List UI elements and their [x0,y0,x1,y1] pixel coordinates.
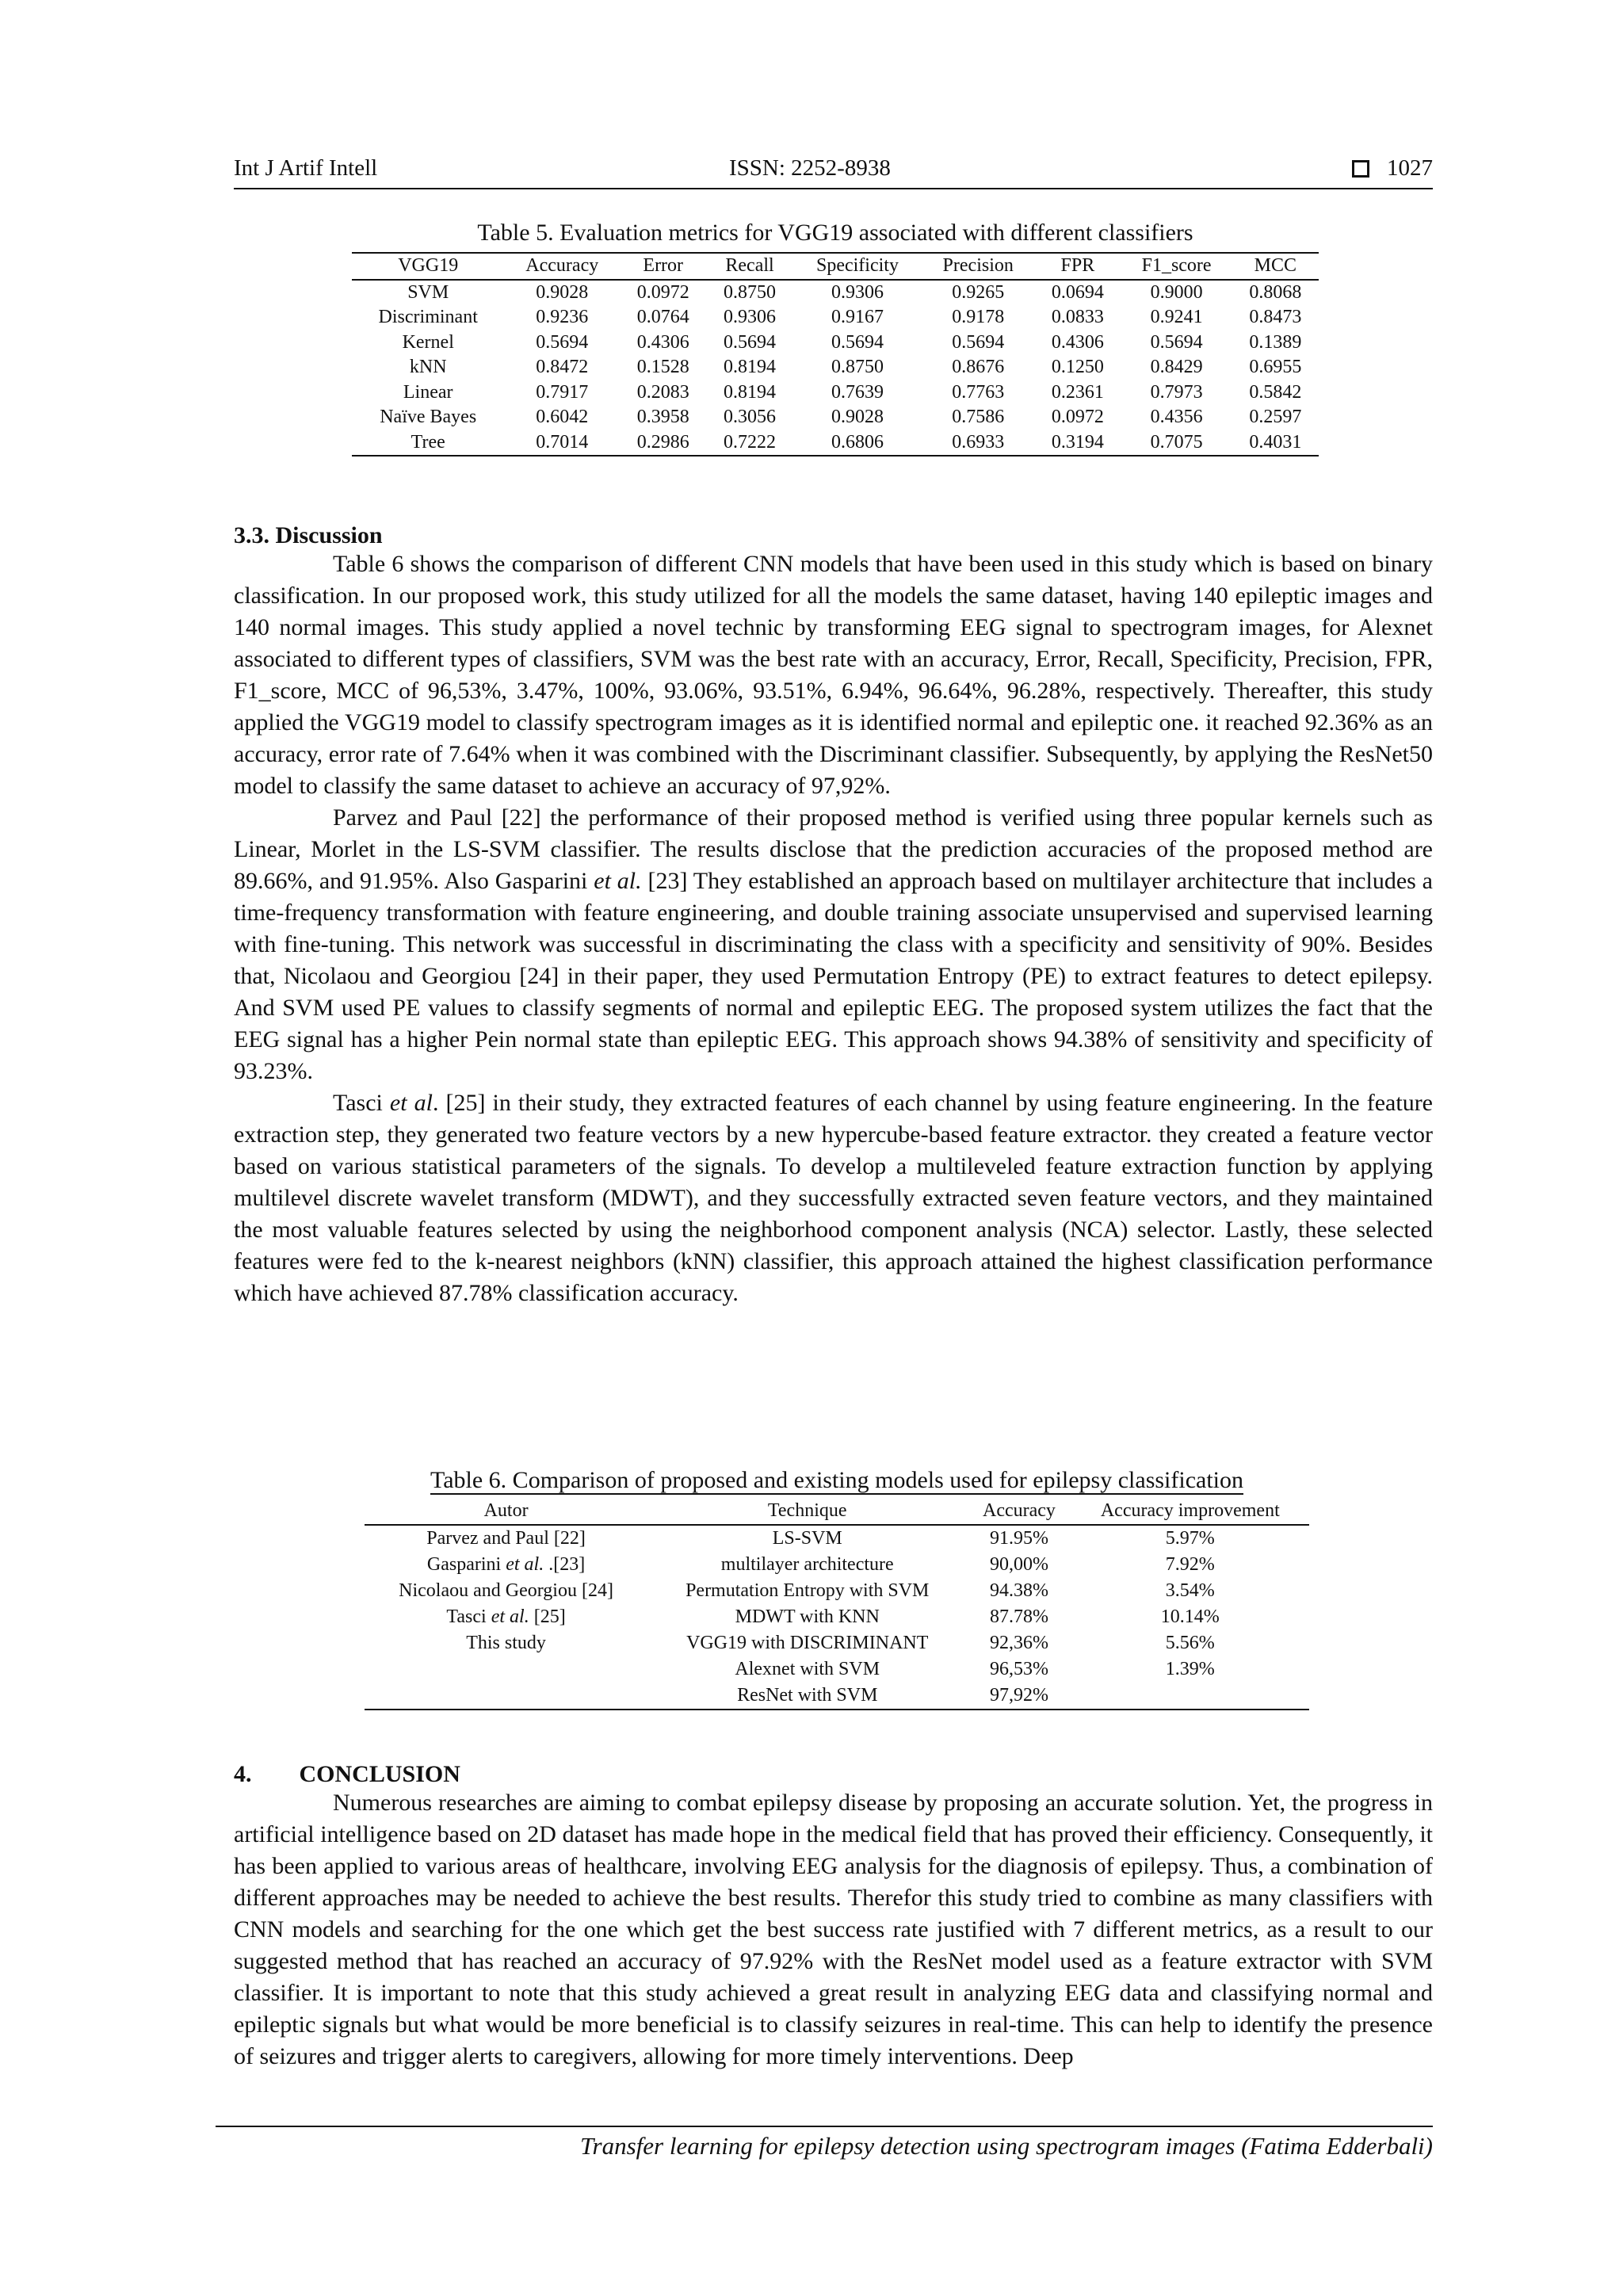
table6-cell-accuracy: 96,53% [989,1659,1048,1679]
autor-italic: et al. [491,1606,529,1627]
table5-cell: 0.3958 [636,407,689,427]
table5-cell: 0.5694 [1150,331,1203,353]
table6-col-header: Autor [483,1500,529,1521]
table5-cell: 0.8472 [536,357,589,377]
table5-row [352,280,1319,306]
table5-cell: 0.7075 [1150,431,1203,453]
table6-cell-technique: VGG19 with DISCRIMINANT [686,1633,929,1653]
table6-cell-improvement: 10.14% [1160,1606,1220,1627]
table5-cell: 0.9236 [536,307,589,327]
table5-cell: 0.9000 [1150,281,1203,303]
discussion-paragraph-3 [234,1087,1433,1309]
table6-cell-improvement: 5.97% [1165,1528,1215,1549]
table6-cell-autor [365,1552,647,1578]
autor-tail: .[23] [544,1554,586,1575]
table6-cell-improvement: 1.39% [1165,1659,1215,1679]
table5 [352,252,1319,457]
table5-cell: Tree [411,431,445,453]
table5-cell: 0.4306 [1051,331,1104,353]
discussion-paragraph-1: Table 6 shows the comparison of different CNN models that have been used in this study which is based on binary classification. In our proposed work, this study utilized for all the models the same dataset, having 140 epileptic images and 140 normal images. This study applied a novel technic by transforming EEG signal to spectrogram images, for Alexnet associated to different types of classifiers, SVM was the best rate with an accuracy, Error, Recall, Specificity, Precision, FPR, F1_score, MCC of 96,53%, 3.47%, 100%, 93.06%, 93.51%, 6.94%, 96.64%, 96.28%, respectively. Thereafter, this study applied the VGG19 model to classify spectrogram images as it is identified normal and epileptic one. it reached 92.36% as an accuracy, error rate of 7.64% when it was combined with the Discriminant classifier. Subsequently, by applying the ResNet50 model to classify the same dataset to achieve an accuracy of 97,92%. [234,551,1433,799]
table5-row [352,380,1319,406]
autor-text: Nicolaou and Georgiou [24] [399,1580,613,1601]
conclusion-title: CONCLUSION [299,1761,460,1787]
table6-cell-accuracy: 94.38% [989,1580,1048,1601]
table5-cell: 0.2361 [1051,381,1104,403]
table5-col-header: Recall [725,255,774,276]
text-run: . [25] in their study, they extracted features of each channel by using feature engineering. In the feature extraction step, they generated two feature vectors by a new hypercube-based feature extractor. they created a feature vector based on various statistical parameters of the signals. To develop a multileveled feature extraction function by applying multilevel discrete wavelet transform (MDWT), and they successfully extracted seven feature vectors, and they maintained the most valuable features selected by using the neighborhood component analysis (NCA) selector. Lastly, these selected features were fed to the k-nearest neighbors (kNN) classifier, this approach attained the highest classification performance which have achieved 87.78% classification accuracy. [234,1090,1433,1306]
table5-body [352,280,1319,457]
text-run: Parvez and Paul [22] the performance of their proposed method is verified using three popular kernels such as Linear, Morlet in the LS-SVM classifier. The results disclose that the prediction accuracies of the proposed method are 89.66%, and 91.95%. Also Gasparini [234,804,1433,894]
table5-cell: 0.6806 [831,431,884,453]
table5-cell: 0.7917 [536,381,589,403]
table5-cell: 0.8194 [724,381,777,403]
table5-header-row [352,253,1319,280]
table6-row [365,1578,1309,1604]
table6-cell-improvement: 7.92% [1165,1554,1215,1575]
table5-cell: 0.9306 [724,307,777,327]
table6-cell-technique: LS-SVM [772,1528,842,1549]
table5-cell: 0.2083 [636,381,689,403]
table6-cell-accuracy: 87.78% [989,1606,1048,1627]
table5-cell: 0.7014 [536,431,589,453]
table6-cell-autor [365,1604,647,1630]
table5-cell: 0.1528 [636,357,689,377]
table6-cell-autor [365,1578,647,1604]
table5-cell: 0.9028 [536,281,589,303]
table6-cell-accuracy: 90,00% [989,1554,1048,1575]
table5-cell: 0.0764 [636,307,689,327]
autor-text: This study [466,1633,546,1653]
autor-tail: [25] [529,1606,566,1627]
conclusion-body [234,1787,1433,2073]
table5-cell: 0.9167 [831,307,884,327]
table5-cell: 0.8473 [1249,307,1302,327]
table5-row [352,430,1319,457]
checkbox-square-icon [1352,160,1369,178]
table5-cell: 0.8194 [724,357,777,377]
table6-row [365,1630,1309,1656]
table5-col-header: FPR [1060,255,1095,276]
table5-cell: 0.7222 [724,431,777,453]
table5-cell: 0.1389 [1249,331,1302,353]
table5-caption: Table 5. Evaluation metrics for VGG19 associated with different classifiers [477,220,1193,246]
page-header [234,155,1433,187]
table6-col-header: Accuracy [982,1500,1056,1521]
table5-cell: 0.6955 [1249,357,1302,377]
table5-cell: 0.6042 [536,407,589,427]
table6-row [365,1656,1309,1683]
table5-cell: 0.2986 [636,431,689,453]
table5-row [352,330,1319,356]
table5-row [352,355,1319,380]
table6-caption [365,1467,1309,1494]
table5-row [352,405,1319,430]
table6-cell-autor [365,1683,647,1710]
table5-cell: 0.3056 [724,407,777,427]
table6 [365,1498,1309,1710]
table5-col-header: VGG19 [398,255,459,276]
discussion-heading: 3.3. Discussion [234,522,383,548]
table6-cell-autor [365,1656,647,1683]
table6-cell-technique: ResNet with SVM [737,1685,878,1706]
table5-cell: 0.4306 [636,331,689,353]
table6-body [365,1525,1309,1710]
table5-cell: 0.7973 [1150,381,1203,403]
table5-cell: 0.4356 [1150,407,1203,427]
table5-cell: 0.8068 [1249,281,1302,303]
table6-col-header: Accuracy improvement [1100,1500,1280,1521]
table5-cell: 0.8750 [724,281,777,303]
running-title: Transfer learning for epilepsy detection using spectrogram images (Fatima Edderbali) [580,2132,1433,2160]
text-run-italic: et al. [594,868,642,894]
table6-row [365,1604,1309,1630]
table5-cell: 0.9028 [831,407,884,427]
table5-cell: 0.9265 [952,281,1005,303]
table6-col-header: Technique [767,1500,847,1521]
table5-cell: 0.9306 [831,281,884,303]
table5-cell: 0.7639 [831,381,884,403]
autor-italic: et al. [506,1554,544,1575]
table5-cell: 0.7586 [952,407,1005,427]
table5-col-header: MCC [1254,255,1296,276]
table6-cell-accuracy: 92,36% [989,1633,1048,1653]
text-run: [23] They established an approach based on multilayer architecture that includes a time-frequency transformation with feature engineering, and double training associate unsupervised and supervised learning with fine-tuning. This network was successful in discriminating the class with a specificity and sensitivity of 90%. Besides that, Nicolaou and Georgiou [24] in their paper, they used Permutation Entropy (PE) to extract features to detect epilepsy. And SVM used PE values to classify segments of normal and epileptic EEG. The proposed system utilizes the fact that the EEG signal has a higher Pein normal state than epileptic EEG. This approach shows 94.38% of sensitivity and specificity of 93.23%. [234,868,1433,1084]
discussion-body [234,548,1433,1309]
table5-cell: 0.9241 [1150,307,1203,327]
text-run-italic: et al [389,1090,433,1116]
table5-col-header: Specificity [815,255,899,276]
table5-cell: 0.3194 [1051,431,1104,453]
table6-row [365,1525,1309,1552]
table5-cell: Discriminant [378,307,478,327]
table6-cell-improvement: 3.54% [1165,1580,1215,1601]
table5-cell: 0.7763 [952,381,1005,403]
table5-cell: Naïve Bayes [380,407,477,427]
table5-cell: 0.5694 [831,331,884,353]
table5-cell: 0.1250 [1051,357,1104,377]
table5-cell: 0.5694 [724,331,777,353]
journal-name: Int J Artif Intell [234,155,378,181]
table5-col-header: Accuracy [525,255,599,276]
table5-cell: Kernel [402,331,454,353]
table6-cell-technique: MDWT with KNN [735,1606,880,1627]
table5-cell: 0.8429 [1150,357,1203,377]
text-run: Tasci [333,1090,390,1116]
table5-cell: 0.5842 [1249,381,1302,403]
table6-cell-accuracy: 97,92% [989,1685,1048,1706]
discussion-paragraph-2 [234,802,1433,1087]
header-rule [234,188,1433,189]
table6-cell-improvement: 5.56% [1165,1633,1215,1653]
table5-cell: 0.0972 [636,281,689,303]
table5-cell: 0.8750 [831,357,884,377]
table5-cell: 0.6933 [952,431,1005,453]
table5-cell: 0.0833 [1051,307,1104,327]
footer-rule [216,2126,1433,2127]
autor-text: Parvez and Paul [22] [426,1528,586,1549]
table6-header-row [365,1498,1309,1525]
autor-text: Tasci [446,1606,491,1627]
table6-caption-text: Table 6. Comparison of proposed and existing models used for epilepsy classification [430,1467,1244,1493]
table6-cell-technique: Permutation Entropy with SVM [685,1580,930,1601]
table5-cell: 0.9178 [952,307,1005,327]
table5-cell: kNN [409,357,447,377]
table5-cell: 0.8676 [952,357,1005,377]
table6-row [365,1683,1309,1710]
table5-row [352,305,1319,330]
table6-cell-technique: multilayer architecture [720,1554,894,1575]
conclusion-number: 4. [234,1761,252,1787]
table6-cell-improvement [1071,1683,1309,1710]
conclusion-paragraph-1: Numerous researches are aiming to combat epilepsy disease by proposing an accurate solution. Yet, the progress in artificial intelligence based on 2D dataset has made hope in the medical field that has proved their efficiency. Consequently, it has been applied to various areas of healthcare, involving EEG analysis for the diagnosis of epilepsy. Thus, a combination of different approaches may be needed to achieve the best results. Therefor this study tried to combine as many classifiers with CNN models and searching for the one which get the best success rate justified with 7 different metrics, as a result to our suggested method that has reached an accuracy of 97.92% with the ResNet model used as a feature extractor with SVM classifier. It is important to note that this study achieved a great result in analyzing EEG data and classifying normal and epileptic signals but what would be more beneficial is to classify seizures in real-time. This can help to identify the presence of seizures and trigger alerts to caregivers, allowing for more timely interventions. Deep [234,1790,1433,2069]
table5-cell: 0.5694 [536,331,589,353]
table6-cell-autor [365,1630,647,1656]
table5-cell: 0.4031 [1249,431,1302,453]
conclusion-heading [234,1761,460,1788]
table5-col-header: Error [643,255,684,276]
table6-cell-technique: Alexnet with SVM [735,1659,880,1679]
table6-row [365,1552,1309,1578]
table5-cell: SVM [407,281,449,303]
table6-cell-accuracy: 91.95% [989,1528,1048,1549]
table5-cell: 0.0972 [1051,407,1104,427]
table5-cell: 0.0694 [1051,281,1104,303]
page-number: 1027 [1387,155,1433,181]
table5-cell: 0.2597 [1249,407,1302,427]
table5-col-header: Precision [942,255,1014,276]
table5-col-header: F1_score [1141,255,1212,276]
autor-text: Gasparini [426,1554,506,1575]
table5-cell: Linear [403,381,453,403]
table5-cell: 0.5694 [952,331,1005,353]
issn: ISSN: 2252-8938 [729,155,891,181]
table6-cell-autor [365,1525,647,1552]
